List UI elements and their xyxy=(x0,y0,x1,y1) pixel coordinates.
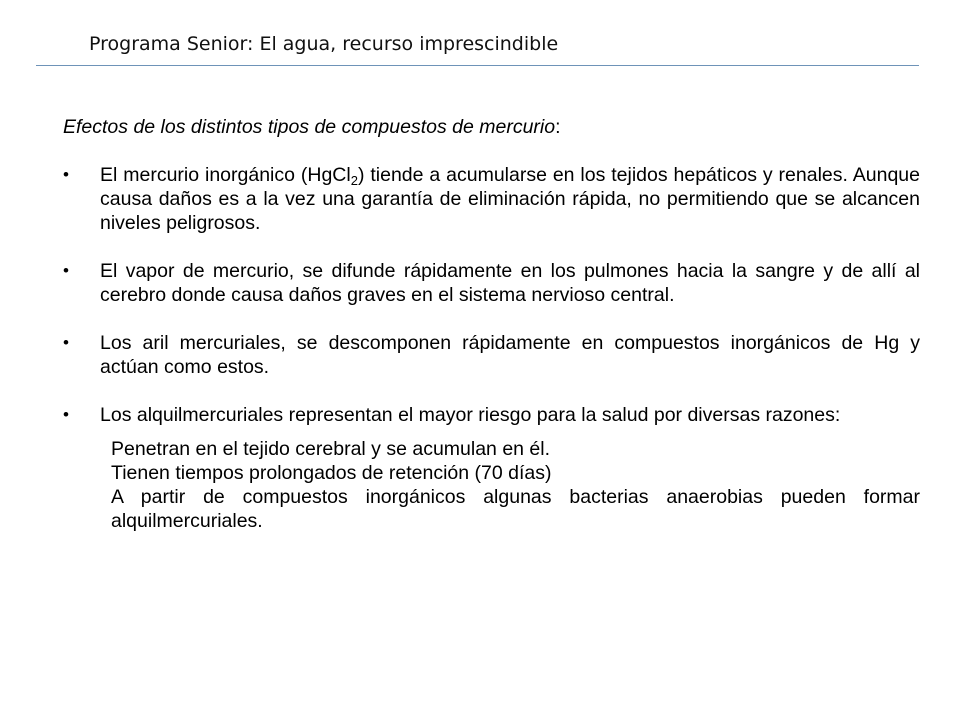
bullet-text-part: El mercurio inorgánico (HgCl xyxy=(100,164,351,186)
intro-text: Efectos de los distintos tipos de compuestos de mercurio xyxy=(63,116,556,138)
bullet-icon: • xyxy=(63,165,69,184)
reason-item: A partir de compuestos inorgánicos algunas bacterias anaerobias pueden formar alquilmercuriales. xyxy=(111,486,920,532)
bullet-item-inorganic-mercury xyxy=(63,163,920,235)
bullet-icon: • xyxy=(63,333,69,352)
header-divider xyxy=(36,65,919,66)
bullet-text xyxy=(100,164,920,234)
intro-heading xyxy=(63,115,920,139)
slide-header-title: Programa Senior: El agua, recurso imprescindible xyxy=(89,33,559,55)
bullet-text-part: ) tiende a acumularse en los tejidos hepáticos y renales. Aunque causa daños es a la vez una garantía de eliminación rápida, no permitiendo que se alcancen niveles peligrosos. xyxy=(100,164,920,234)
slide-body xyxy=(63,115,920,533)
reason-item: Penetran en el tejido cerebral y se acumulan en él. xyxy=(111,438,551,460)
bullet-item-aryl-mercurials xyxy=(63,331,920,379)
bullet-text: Los aril mercuriales, se descomponen rápidamente en compuestos inorgánicos de Hg y actúan como estos. xyxy=(100,332,920,378)
reasons-list xyxy=(111,437,920,533)
bullet-item-mercury-vapor xyxy=(63,259,920,307)
bullet-icon: • xyxy=(63,261,69,280)
intro-colon: : xyxy=(555,116,561,138)
bullet-icon: • xyxy=(63,405,69,424)
bullet-item-alkyl-mercurials xyxy=(63,403,920,427)
bullet-text: Los alquilmercuriales representan el mayor riesgo para la salud por diversas razones: xyxy=(100,404,841,426)
reason-item: Tienen tiempos prolongados de retención (70 días) xyxy=(111,462,552,484)
chemical-subscript: 2 xyxy=(350,173,358,188)
bullet-text: El vapor de mercurio, se difunde rápidamente en los pulmones hacia la sangre y de allí al cerebro donde causa daños graves en el sistema nervioso central. xyxy=(100,260,920,306)
